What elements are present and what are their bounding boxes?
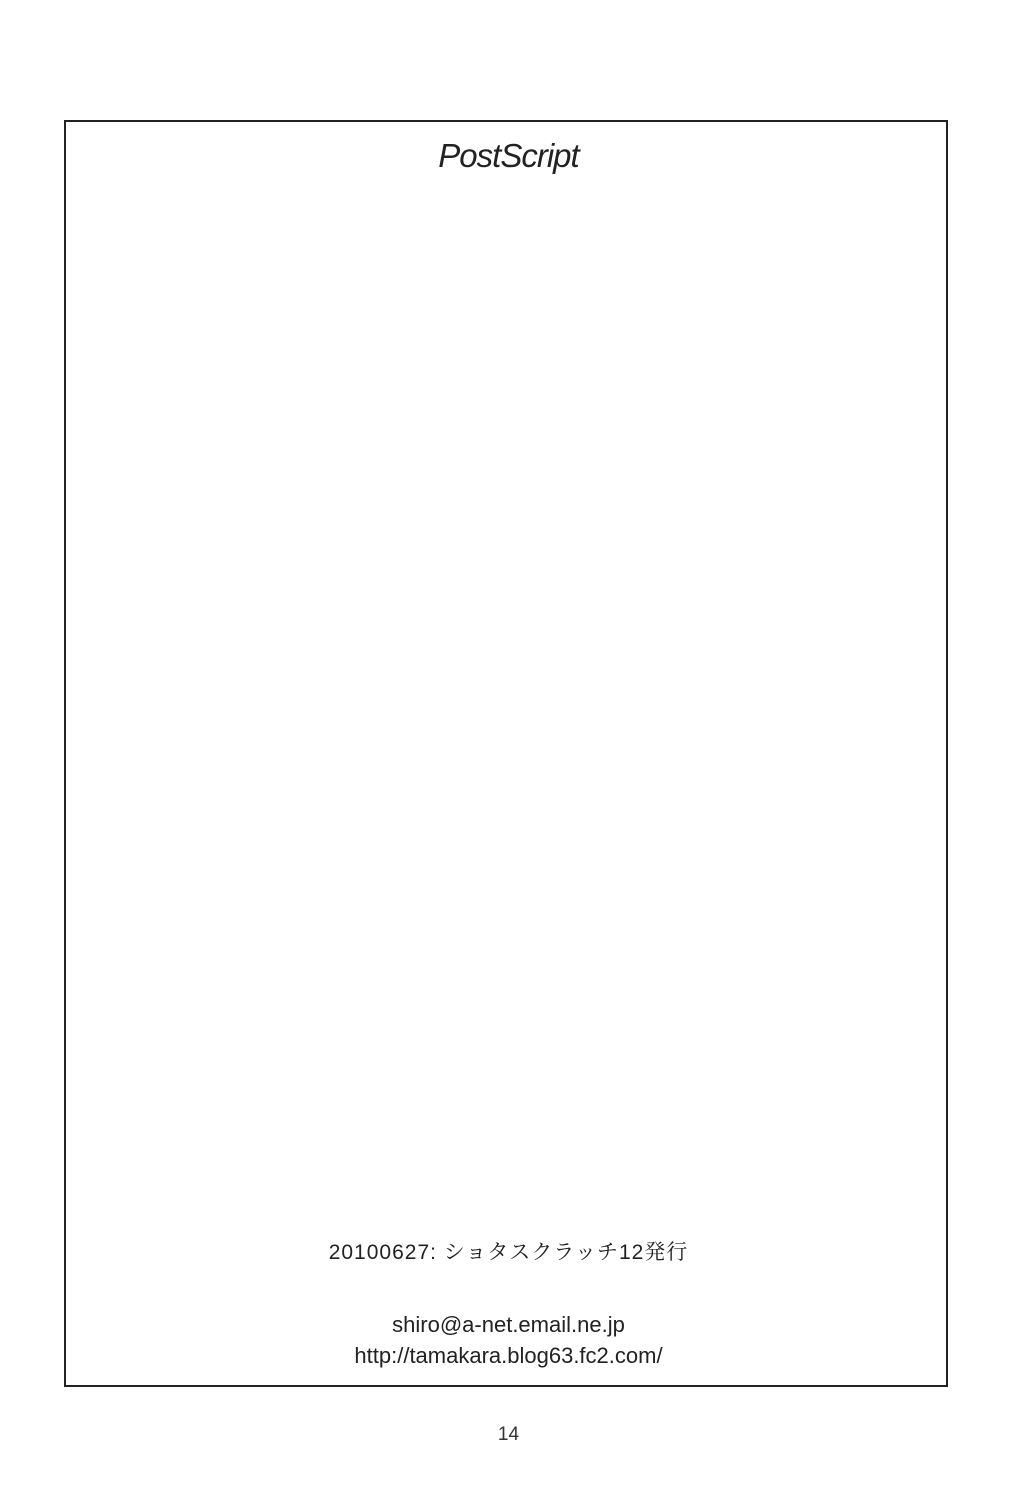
text-line [0,892,1017,927]
contact-email: shiro@a-net.email.ne.jp [392,1312,625,1337]
text-line [0,322,1017,357]
text-line [0,857,1017,892]
text-line [0,182,1017,217]
text-line [0,1032,1017,1067]
text-line [0,217,1017,252]
text-line [0,556,1017,591]
text-line [0,397,1017,432]
page-number: 14 [497,1424,520,1445]
text-line [0,432,1017,467]
paragraph-survey [0,857,1017,1067]
text-line [0,997,1017,1032]
paragraph-closing [0,1073,1017,1108]
text-line [0,645,1017,680]
text-line [0,785,1017,820]
paragraph-dd [0,521,1017,626]
text-line [0,927,1017,962]
paragraph-feedback [0,397,1017,502]
text-line [0,252,1017,287]
text-line [0,962,1017,997]
text-line [0,521,1017,556]
text-line [0,1073,1017,1108]
text-line [0,750,1017,785]
blog-url: http://tamakara.blog63.fc2.com/ [354,1343,663,1368]
text-line [0,715,1017,750]
paragraph-future [0,645,1017,820]
publication-date: 20100627: ショタスクラッチ12発行 [328,1241,689,1264]
paragraph-thanks [0,182,1017,357]
text-line [0,680,1017,715]
text-line [0,591,1017,626]
text-line [0,287,1017,322]
text-line [0,467,1017,502]
page-title: PostScript [438,137,579,174]
